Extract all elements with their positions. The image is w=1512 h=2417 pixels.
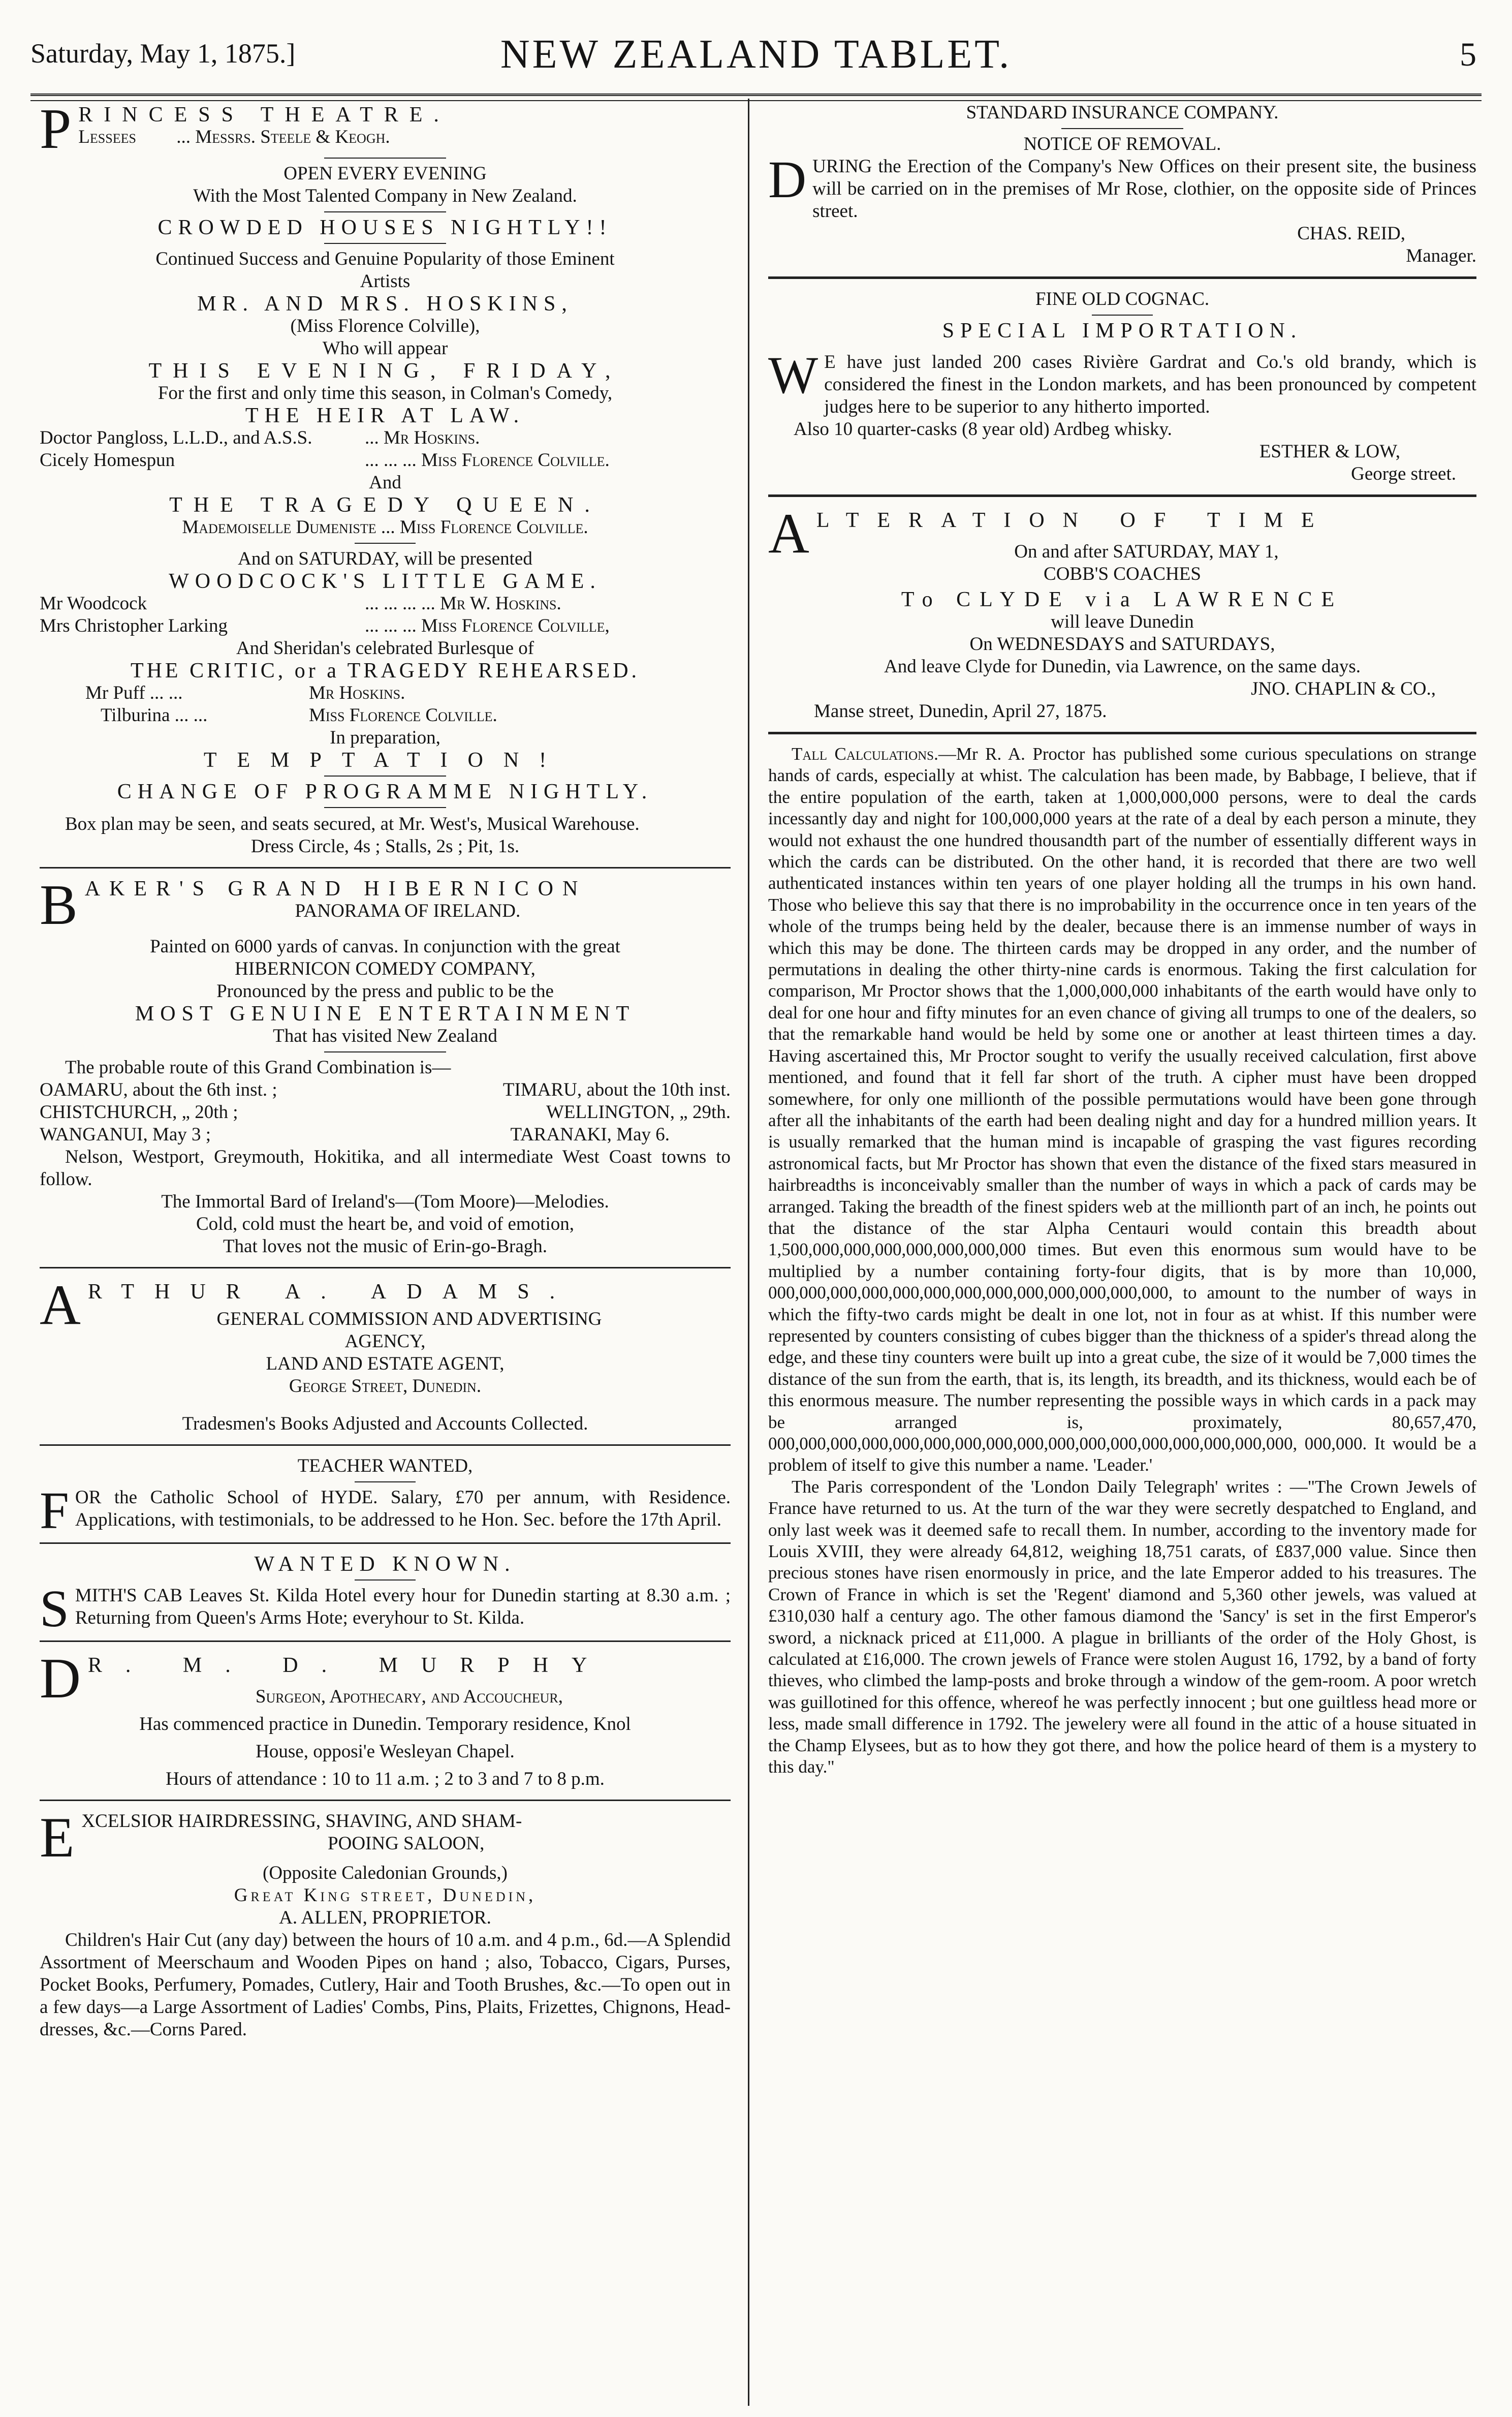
crowded-line: CROWDED HOUSES NIGHTLY!! bbox=[158, 216, 613, 239]
cast-row bbox=[40, 449, 731, 472]
street-line: George Street, Dunedin. bbox=[289, 1376, 482, 1397]
ad-title: LTERATION OF TIME bbox=[816, 509, 1333, 532]
rule bbox=[355, 543, 416, 544]
tall-calculations-article bbox=[768, 743, 1476, 1778]
open-line: OPEN EVERY EVENING bbox=[284, 163, 487, 184]
clyde-line: To CLYDE via LAWRENCE bbox=[901, 588, 1344, 611]
ad-body: OR the Catholic School of HYDE. Salary, £70 per annum, with Residence. Applications, with testimonials, to be addressed to he Hon. Sec. before the 17th April. bbox=[75, 1487, 731, 1530]
cast-role: Cicely Homespun bbox=[40, 450, 175, 471]
ad-title: R. M. D. MURPHY bbox=[87, 1654, 611, 1677]
saturday-line: And on SATURDAY, will be presented bbox=[238, 548, 532, 569]
cast-role: Mrs Christopher Larking bbox=[40, 615, 228, 636]
notice-line: NOTICE OF REMOVAL. bbox=[1023, 134, 1221, 154]
rule bbox=[324, 211, 446, 212]
play-title: TEMPTATION! bbox=[203, 749, 567, 772]
play-title: THE TRAGEDY QUEEN. bbox=[169, 493, 601, 517]
continued-line: Continued Success and Genuine Popularity of those Eminent bbox=[155, 249, 615, 269]
evening-line: THIS EVENING, FRIDAY, bbox=[148, 359, 622, 383]
and-line: And bbox=[369, 472, 401, 493]
route-stop: TIMARU, about the 10th inst. bbox=[502, 1079, 731, 1100]
cast-row bbox=[40, 615, 731, 637]
poem-line: That loves not the music of Erin-go-Bragh. bbox=[223, 1236, 548, 1257]
route-line: The probable route of this Grand Combination is— bbox=[65, 1057, 451, 1078]
opposite-line: (Opposite Caledonian Grounds,) bbox=[263, 1863, 508, 1883]
comedy-line: HIBERNICON COMEDY COMPANY, bbox=[235, 958, 536, 979]
artists-line: Artists bbox=[360, 271, 411, 292]
play-title: WOODCOCK'S LITTLE GAME. bbox=[169, 570, 602, 593]
drop-cap: W bbox=[768, 351, 818, 405]
panorama-line: PANORAMA OF IRELAND. bbox=[295, 901, 521, 921]
hoskins-line: MR. AND MRS. HOSKINS, bbox=[197, 292, 573, 316]
box-plan-text: Box plan may be seen, and seats secured, at Mr. West's, Musical Warehouse. bbox=[65, 814, 640, 834]
sheridan-line: And Sheridan's celebrated Burlesque of bbox=[236, 638, 534, 659]
colville-line: (Miss Florence Colville), bbox=[290, 316, 480, 336]
adams-ad bbox=[40, 1278, 731, 1435]
pronounced-line: Pronounced by the press and public to be the bbox=[216, 981, 554, 1002]
surgeon-line: Surgeon, Apothecary, and Accoucheur, bbox=[255, 1686, 563, 1707]
signer: ESTHER & LOW, bbox=[1259, 441, 1400, 462]
rule bbox=[1061, 128, 1183, 129]
route-stop: WANGANUI, May 3 ; bbox=[40, 1124, 211, 1145]
appear-line: Who will appear bbox=[322, 338, 448, 359]
right-column bbox=[755, 102, 1482, 2399]
drop-cap: A bbox=[40, 1278, 81, 1330]
coaches-line: COBB'S COACHES bbox=[1044, 564, 1201, 584]
cast-row bbox=[40, 427, 731, 449]
land-line: LAND AND ESTATE AGENT, bbox=[266, 1353, 505, 1374]
also-line: Also 10 quarter-casks (8 year old) Ardbeg whisky. bbox=[794, 419, 1172, 440]
route-row bbox=[40, 1124, 731, 1146]
cast-player: ... ... ... ... Mr W. Hoskins. bbox=[365, 593, 561, 614]
separator bbox=[40, 1800, 731, 1801]
poem-line: Cold, cold must the heart be, and void of emotion, bbox=[196, 1214, 574, 1234]
baker-panorama-ad bbox=[40, 878, 731, 1258]
rule bbox=[324, 243, 446, 244]
cast-row bbox=[40, 682, 731, 704]
days-line: On WEDNESDAYS and SATURDAYS, bbox=[969, 634, 1275, 655]
ad-title: XCELSIOR HAIRDRESSING, SHAVING, AND SHAM- bbox=[81, 1811, 522, 1832]
prices-line: Dress Circle, 4s ; Stalls, 2s ; Pit, 1s. bbox=[250, 836, 520, 857]
cast-player: ... ... ... Miss Florence Colville. bbox=[365, 450, 610, 471]
cast-player: Miss Florence Colville. bbox=[309, 705, 497, 726]
street-line: Great King street, Dunedin, bbox=[234, 1885, 537, 1906]
drop-cap: D bbox=[40, 1651, 81, 1708]
house-line: House, opposi'e Wesleyan Chapel. bbox=[256, 1741, 515, 1762]
masthead-rule bbox=[30, 94, 1482, 101]
separator bbox=[768, 494, 1476, 497]
lessees-name: ... Messrs. Steele & Keogh. bbox=[176, 127, 390, 147]
route-stop: TARANAKI, May 6. bbox=[510, 1124, 670, 1145]
route-row bbox=[40, 1101, 731, 1124]
column-divider bbox=[748, 99, 749, 2406]
drop-cap: S bbox=[40, 1585, 69, 1631]
route-stop: OAMARU, about the 6th inst. ; bbox=[40, 1079, 277, 1100]
visited-line: That has visited New Zealand bbox=[273, 1026, 497, 1046]
nelson-line: Nelson, Westport, Greymouth, Hokitika, and all intermediate West Coast towns to follow. bbox=[40, 1146, 731, 1190]
practice-line: Has commenced practice in Dunedin. Temporary residence, Knol bbox=[139, 1714, 631, 1734]
ad-heading: TEACHER WANTED, bbox=[297, 1455, 473, 1476]
page-number: 5 bbox=[1460, 36, 1476, 73]
agency-line: AGENCY, bbox=[344, 1331, 426, 1352]
drop-cap: F bbox=[40, 1486, 69, 1533]
issue-date: Saturday, May 1, 1875.] bbox=[30, 38, 296, 69]
special-line: SPECIAL IMPORTATION. bbox=[942, 319, 1303, 343]
separator bbox=[40, 1640, 731, 1642]
article-paragraph: The Paris correspondent of the 'London Daily Telegraph' writes : —"The Crown Jewels of France have returned to us. At the turn of the war they were secretly despatched to England, and only last week was it deemed safe to recall them. In number, according to the inventory made for Louis XVIII, they were already 64,812, weighing 18,751 carats, of £837,000 value. Since then precious stones have risen enormously in price, and the late Emperor added to his treasures. The Crown of France in which is set the 'Regent' diamond and 5,360 other jewels, was valued at £310,030 half a century ago. The other famous diamond the 'Sancy' is set in the first Emperor's sword, a nicknack priced at £11,000. A plague in brilliants of the order of the Holy Ghost, is calculated at £16,000. The crown jewels of France were stolen August 16, 1792, by a band of forty thieves, who climbed the lamp-posts and broke through a window of the gem-room. A poor wretch was guillotined for this offence, whereof he was perfectly innocent ; but one guiltless head more or less, made small difference in 1792. The jewelery were all found in the attic of a house situated in the Champ Elysees, but as to how they got there, and how the police heard of them is a mystery to this day." bbox=[768, 1476, 1476, 1777]
hours-line: Hours of attendance : 10 to 11 a.m. ; 2 to 3 and 7 to 8 p.m. bbox=[166, 1769, 605, 1789]
route-stop: CHISTCHURCH, „ 20th ; bbox=[40, 1102, 238, 1123]
proprietor-line: A. ALLEN, PROPRIETOR. bbox=[279, 1907, 491, 1928]
company-line: With the Most Talented Company in New Zealand. bbox=[193, 185, 577, 206]
ad-heading: FINE OLD COGNAC. bbox=[1035, 289, 1210, 309]
masthead bbox=[30, 32, 1482, 87]
signer-title: Manager. bbox=[1406, 245, 1476, 266]
rule bbox=[324, 776, 446, 777]
dumeniste-line: Mademoiselle Dumeniste ... Miss Florence Colville. bbox=[182, 517, 588, 538]
rule bbox=[324, 158, 446, 159]
alteration-ad bbox=[768, 506, 1476, 723]
drop-cap: P bbox=[40, 102, 72, 153]
change-line: CHANGE OF PROGRAMME NIGHTLY. bbox=[117, 780, 653, 803]
murphy-ad bbox=[40, 1651, 731, 1790]
separator bbox=[40, 1542, 731, 1544]
article-paragraph: —Mr R. A. Proctor has published some curious speculations on strange hands of cards, especially at whist. The calculation has been made, by Babbage, I believe, that if the entire population of the earth, taken at 1,000,000,000 persons, were to deal the cards incessantly day and night for 100,000,000 years at the rate of a deal by each person a minute, they would not exhaust the one hundred thousandth part of the number of essentially different ways in which the cards can be distributed. On the other hand, it is recorded that there are two well authenticated instances within ten years of one player holding all the trumps in his own hand. Those who believe this say that there is no improbability in the occurrence once in ten years of the whole of the trumps being held by the dealer, because there is an immense number of ways in which this may be done. The thirteen cards may be dropped in any order, and the number of permutations in dealing the other thirty-nine cards is enormous. Taking the first calculation for comparison, Mr Proctor shows that the 1,000,000,000 inhabitants of the earth would have only to deal for one hour and fifty minutes for an even chance of giving all trumps to one of the dealers, so that the remarkable hand would be held by some one or another at least thirteen times a day. Having ascertained this, Mr Proctor sought to verify the usually received calculation, first above mentioned, and found that it fell far short of the truth. A cipher must have been dropped somewhere, for only one millionth of the possible permutations would have been gone through after all the inhabitants of the earth had been dealing night and day for a hundred million years. It is usually remarked that the human mind is incapable of grasping the vast figures recording astronomical facts, but Mr Proctor has shown that even the distance of the fixed stars measured in hairbreadths is inconceivably smaller than the number of ways in which a pack of cards may be arranged. Taking the breadth of the finest spiders web at the millionth part of an inch, he points out that the distance of the star Alpha Centauri would contain this breadth about 1,500,000,000,000,000,000,000,000 times. But even this enormous sum would have to be multiplied by a number containing forty-four digits, that is by more than 10,000, 000,000,000,000,000,000,000,000,000,000,000,000,000, to amount to the number of ways in which the fifty-two cards might be dealt in one lot, not in four as at whist. If this number were represented by counters consisting of cubes bigger than the thickness of a spider's thread along the edge, and these tiny counters were built up into a great cube, the size of it would be 7,000 times the distance of the sun from the earth, that is, its length, its breadth, and its thickness, would each be of this enormous measure. The number representing the possible ways in which cards in a pack may be arranged is, proximately, 80,657,470, 000,000,000,000,000,000,000,000,000,000,000,000,000,000,000,000,000, 000,000. It would be a problem of itself to give this number a name. 'Leader.' bbox=[768, 744, 1476, 1475]
signer-street: George street. bbox=[1351, 463, 1456, 484]
route-stop: WELLINGTON, „ 29th. bbox=[546, 1102, 731, 1123]
cast-role: Mr Puff ... ... bbox=[85, 683, 183, 703]
standard-insurance-ad bbox=[768, 102, 1476, 267]
rule bbox=[355, 1481, 416, 1482]
first-time-line: For the first and only time this season, in Colman's Comedy, bbox=[158, 383, 613, 404]
cast-player: Mr Hoskins. bbox=[309, 683, 405, 703]
ad-title: RTHUR A. ADAMS. bbox=[87, 1280, 576, 1304]
return-line: And leave Clyde for Dunedin, via Lawrence, on the same days. bbox=[884, 656, 1361, 677]
cast-row bbox=[40, 593, 731, 615]
cast-player: ... Mr Hoskins. bbox=[365, 427, 480, 448]
pooing-line: POOING SALOON, bbox=[328, 1833, 485, 1854]
ad-heading: STANDARD INSURANCE COMPANY. bbox=[966, 102, 1279, 123]
genuine-line: MOST GENUINE ENTERTAINMENT bbox=[135, 1002, 636, 1026]
leave-line: will leave Dunedin bbox=[1051, 611, 1194, 632]
separator bbox=[768, 732, 1476, 734]
separator bbox=[40, 1444, 731, 1446]
drop-cap: B bbox=[40, 878, 78, 929]
manse-line: Manse street, Dunedin, April 27, 1875. bbox=[814, 701, 1107, 722]
rule bbox=[324, 807, 446, 808]
cognac-ad bbox=[768, 288, 1476, 485]
ad-title: AKER'S GRAND HIBERNICON bbox=[84, 878, 587, 901]
excelsior-ad bbox=[40, 1810, 731, 2041]
newspaper-title: NEW ZEALAND TABLET. bbox=[500, 32, 1012, 77]
ad-heading: WANTED KNOWN. bbox=[254, 1553, 516, 1576]
bard-line: The Immortal Bard of Ireland's—(Tom Moore)—Melodies. bbox=[161, 1191, 609, 1212]
left-column bbox=[30, 102, 742, 2399]
drop-cap: D bbox=[768, 156, 807, 209]
separator bbox=[40, 867, 731, 869]
cast-player: ... ... ... Miss Florence Colville, bbox=[365, 615, 610, 636]
ad-body: URING the Erection of the Company's New Offices on their present site, the business will be carried on in the premises of Mr Rose, clothier, on the opposite side of Princes street. bbox=[812, 156, 1476, 222]
drop-cap: A bbox=[768, 506, 809, 565]
ad-body: Children's Hair Cut (any day) between the hours of 10 a.m. and 4 p.m., 6d.—A Splendid Assortment of Meerschaum and Wooden Pipes on hand ; also, Tobacco, Cigars, Purses, Pocket Books, Perfumery, Pomades, Cutlery, Hair and Tooth Brushes, &c.—To open out in a few days—a Large Assortment of Ladies' Combs, Pins, Plaits, Frizettes, Chignons, Head-dresses, &c.—Corns Pared. bbox=[40, 1930, 731, 2040]
ad-body: MITH'S CAB Leaves St. Kilda Hotel every hour for Dunedin starting at 8.30 a.m. ; Returning from Queen's Arms Hote; everyhour to St. Kilda. bbox=[75, 1585, 731, 1628]
preparation-line: In preparation, bbox=[330, 727, 440, 748]
cast-role: Doctor Pangloss, L.L.D., and A.S.S. bbox=[40, 427, 312, 448]
rule bbox=[1092, 315, 1153, 316]
princess-theatre-ad bbox=[40, 102, 731, 858]
article-lead: Tall Calculations. bbox=[792, 744, 938, 764]
route-row bbox=[40, 1079, 731, 1101]
books-line: Tradesmen's Books Adjusted and Accounts Collected. bbox=[182, 1413, 588, 1434]
separator bbox=[40, 1267, 731, 1268]
teacher-wanted-ad bbox=[40, 1455, 731, 1533]
cast-role: Mr Woodcock bbox=[40, 593, 147, 614]
separator bbox=[768, 276, 1476, 279]
rule bbox=[355, 1579, 416, 1581]
lessees-label: Lessees bbox=[78, 127, 136, 147]
ad-body: E have just landed 200 cases Rivière Gardrat and Co.'s old brandy, which is considered the finest in the London markets, and has been pronounced by competent judges here to be superior to any hitherto imported. bbox=[824, 352, 1476, 417]
wanted-known-ad bbox=[40, 1553, 731, 1631]
play-title: THE HEIR AT LAW. bbox=[245, 404, 525, 427]
painted-line: Painted on 6000 yards of canvas. In conjunction with the great bbox=[150, 936, 620, 957]
rule bbox=[324, 1051, 446, 1052]
play-title: THE CRITIC, or a TRAGEDY REHEARSED. bbox=[130, 659, 640, 683]
signer: JNO. CHAPLIN & CO., bbox=[1251, 678, 1436, 699]
commission-line: GENERAL COMMISSION AND ADVERTISING bbox=[216, 1309, 602, 1329]
signer: CHAS. REID, bbox=[1297, 223, 1405, 244]
after-line: On and after SATURDAY, MAY 1, bbox=[1014, 541, 1279, 562]
drop-cap: E bbox=[40, 1810, 75, 1862]
cast-row bbox=[40, 704, 731, 727]
cast-role: Tilburina ... ... bbox=[101, 705, 208, 726]
ad-title: RINCESS THEATRE. bbox=[78, 103, 450, 127]
